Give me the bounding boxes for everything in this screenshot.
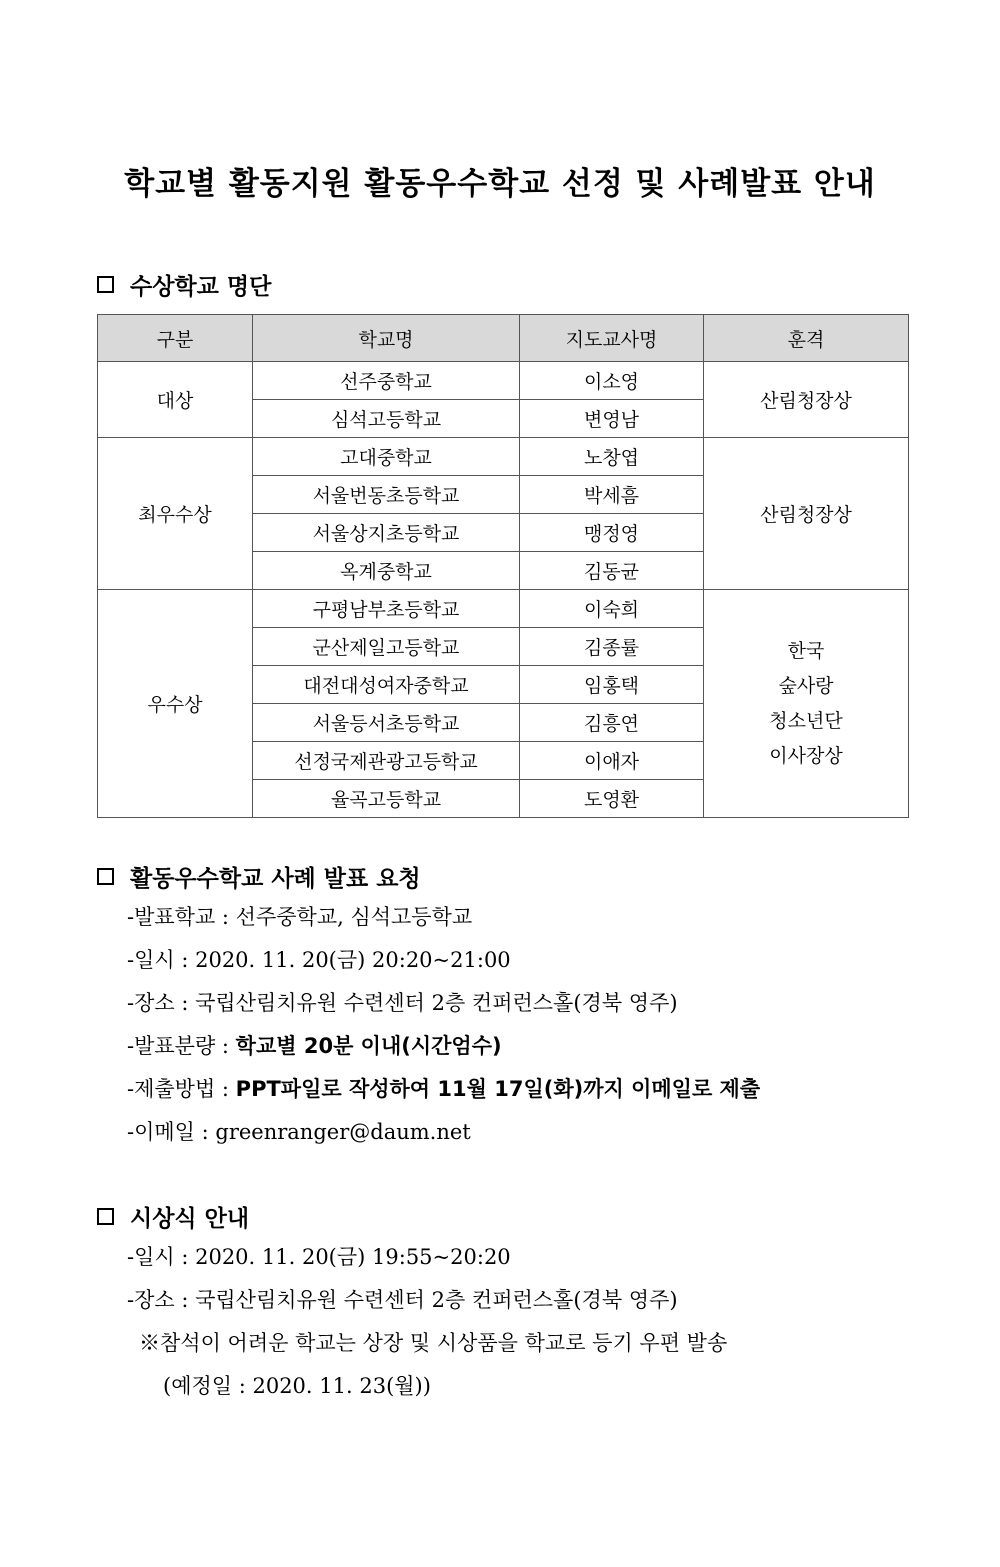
- detail-line: -발표학교 : 선주중학교, 심석고등학교: [127, 905, 473, 929]
- presentation-details: [127, 896, 760, 1154]
- checkbox-square-icon: [97, 868, 114, 885]
- school-cell: 군산제일고등학교: [253, 628, 520, 666]
- ceremony-details: [127, 1236, 727, 1408]
- category-cell: 최우수상: [98, 438, 253, 590]
- table-row: [98, 362, 909, 400]
- teacher-cell: 이애자: [520, 742, 704, 780]
- header-school: 학교명: [253, 315, 520, 362]
- header-award: 훈격: [704, 315, 909, 362]
- teacher-cell: 이소영: [520, 362, 704, 400]
- award-line: 이사장상: [769, 744, 843, 767]
- page-title: 학교별 활동지원 활동우수학교 선정 및 사례발표 안내: [124, 166, 876, 202]
- table-header-row: [98, 315, 909, 362]
- header-category: 구분: [98, 315, 253, 362]
- award-cell: [704, 590, 909, 818]
- award-line: 숲사랑: [778, 674, 834, 697]
- school-cell: 구평남부초등학교: [253, 590, 520, 628]
- school-cell: 서울번동초등학교: [253, 476, 520, 514]
- school-cell: 고대중학교: [253, 438, 520, 476]
- section-heading-text: 수상학교 명단: [130, 274, 272, 300]
- section-heading-text: 시상식 안내: [130, 1206, 250, 1232]
- table-row: [98, 590, 909, 628]
- award-cell: 산림청장상: [704, 438, 909, 590]
- detail-line: -장소 : 국립산림치유원 수련센터 2층 컨퍼런스홀(경북 영주): [127, 991, 678, 1015]
- awards-table: [97, 314, 909, 818]
- teacher-cell: 김흥연: [520, 704, 704, 742]
- detail-line: -일시 : 2020. 11. 20(금) 20:20~21:00: [127, 948, 511, 972]
- note-line: (예정일 : 2020. 11. 23(월)): [163, 1374, 431, 1398]
- teacher-cell: 임홍택: [520, 666, 704, 704]
- teacher-cell: 박세흠: [520, 476, 704, 514]
- award-cell: 산림청장상: [704, 362, 909, 438]
- teacher-cell: 변영남: [520, 400, 704, 438]
- checkbox-square-icon: [97, 276, 114, 293]
- email-address: greenranger@daum.net: [215, 1120, 471, 1144]
- teacher-cell: 맹정영: [520, 514, 704, 552]
- detail-line: -발표분량 : 학교별 20분 이내(시간엄수): [127, 1034, 502, 1058]
- section-heading-presentation: [97, 860, 421, 893]
- detail-line: -제출방법 : PPT파일로 작성하여 11월 17일(화)까지 이메일로 제출: [127, 1077, 761, 1101]
- school-cell: 선정국제관광고등학교: [253, 742, 520, 780]
- school-cell: 서울등서초등학교: [253, 704, 520, 742]
- school-cell: 선주중학교: [253, 362, 520, 400]
- teacher-cell: 김동균: [520, 552, 704, 590]
- header-teacher: 지도교사명: [520, 315, 704, 362]
- category-cell: 우수상: [98, 590, 253, 818]
- teacher-cell: 김종률: [520, 628, 704, 666]
- award-line: 한국: [787, 639, 825, 662]
- checkbox-square-icon: [97, 1208, 114, 1225]
- detail-line: -장소 : 국립산림치유원 수련센터 2층 컨퍼런스홀(경북 영주): [127, 1288, 678, 1312]
- table-row: [98, 438, 909, 476]
- note-line: ※참석이 어려운 학교는 상장 및 시상품을 학교로 등기 우편 발송: [139, 1331, 728, 1355]
- school-cell: 대전대성여자중학교: [253, 666, 520, 704]
- school-cell: 심석고등학교: [253, 400, 520, 438]
- school-cell: 옥계중학교: [253, 552, 520, 590]
- section-heading-awardees: [97, 268, 271, 301]
- teacher-cell: 이숙희: [520, 590, 704, 628]
- section-heading-text: 활동우수학교 사례 발표 요청: [130, 866, 421, 892]
- detail-line: -일시 : 2020. 11. 20(금) 19:55~20:20: [127, 1245, 511, 1269]
- teacher-cell: 도영환: [520, 780, 704, 818]
- school-cell: 율곡고등학교: [253, 780, 520, 818]
- category-cell: 대상: [98, 362, 253, 438]
- teacher-cell: 노창엽: [520, 438, 704, 476]
- section-heading-ceremony: [97, 1200, 249, 1233]
- award-line: 청소년단: [769, 709, 843, 732]
- detail-line: -이메일 : greenranger@daum.net: [127, 1120, 471, 1144]
- school-cell: 서울상지초등학교: [253, 514, 520, 552]
